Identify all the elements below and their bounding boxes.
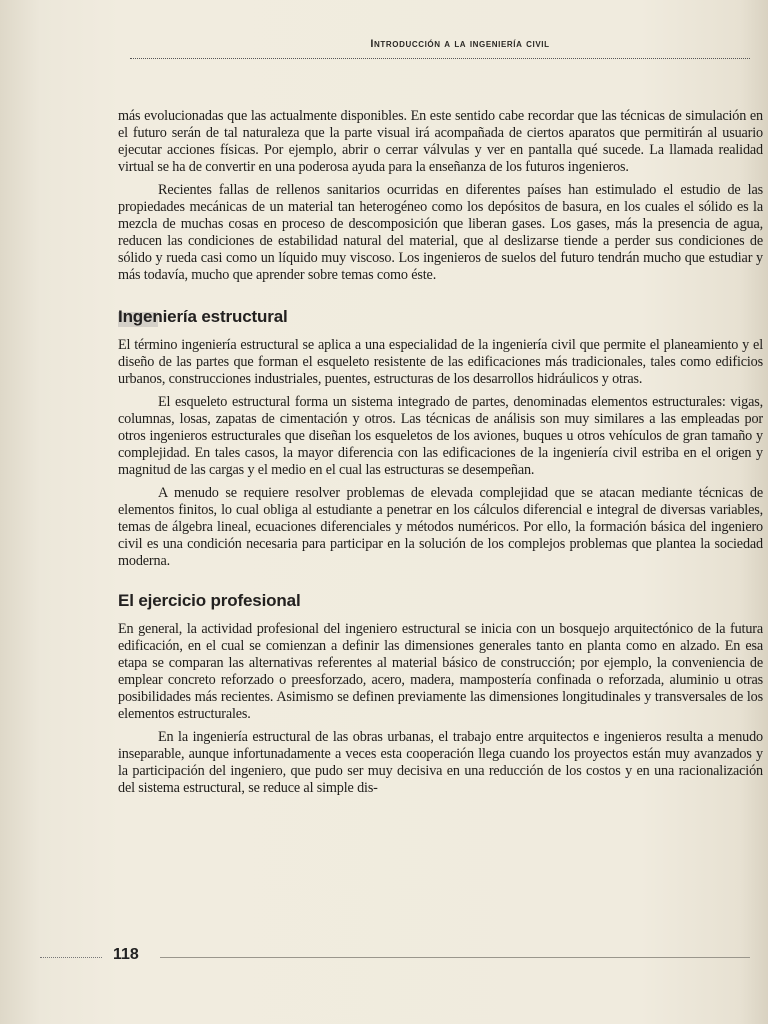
running-head-text: Introducción a la ingeniería civil <box>370 38 550 50</box>
page-body <box>118 108 763 803</box>
page-number: 118 <box>113 946 139 963</box>
section-heading-ingenieria-estructural <box>118 308 763 325</box>
body-paragraph: más evolucionadas que las actualmente disponibles. En este sentido cabe recordar que las técnicas de simulación en el futuro serán de tal naturaleza que la parte visual irá acompañada de ciertos aparatos que permitirán al usuario ejecutar acciones físicas. Por ejemplo, abrir o cerrar válvulas y ver en pantalla qué sucede. La llamada realidad virtual se ha de convertir en una poderosa ayuda para la enseñanza de los futuros ingenieros. <box>118 108 763 175</box>
body-paragraph: En general, la actividad profesional del ingeniero estructural se inicia con un bosquejo arquitectónico de la futura edificación, en el cual se comienzan a definir las dimensiones generales tanto en planta como en alzado. En esa etapa se comparan las alternativas referentes al material básico de construcción; por ejemplo, la conveniencia de emplear concreto reforzado o preesforzado, acero, madera, mampostería confinada o reforzada, aluminio u otras posibilidades más recientes. Asimismo se definen previamente las dimensiones longitudinales y transversales de los elementos estructurales. <box>118 621 763 722</box>
section-heading-ejercicio-profesional: El ejercicio profesional <box>118 591 301 610</box>
page-footer <box>0 944 768 974</box>
running-head <box>130 34 750 59</box>
section-heading-text: Ingeniería estructural <box>118 307 288 326</box>
body-paragraph: En la ingeniería estructural de las obras urbanas, el trabajo entre arquitectos e ingenieros resulta a menudo inseparable, aunque infortunadamente a veces esta cooperación llega cuando los proyectos están muy avanzados y la participación del ingeniero, que pudo ser muy decisiva en una reducción de los costos y en una racionalización del sistema estructural, se reduce al simple dis- <box>118 729 763 796</box>
body-paragraph: El esqueleto estructural forma un sistema integrado de partes, denominadas elementos estructurales: vigas, columnas, losas, zapatas de cimentación y otros. Las técnicas de análisis son muy similares a las empleadas por otros ingenieros estructurales que diseñan los esqueletos de los aviones, buques u otros vehículos de gran tamaño y complejidad. En tales casos, la mayor diferencia con las edificaciones de la ingeniería civil estriba en el origen y magnitud de las cargas y el medio en el cual las estructuras se desempeñan. <box>118 394 763 478</box>
body-paragraph: A menudo se requiere resolver problemas de elevada complejidad que se atacan mediante técnicas de elementos finitos, lo cual obliga al estudiante a penetrar en los cálculos diferencial e integral de diversas variables, temas de álgebra lineal, ecuaciones diferenciales y métodos numéricos. Por ello, la formación básica del ingeniero civil es una condición necesaria para participar en la solución de los complejos problemas que plantea la sociedad moderna. <box>118 485 763 569</box>
footer-dotted-rule <box>40 957 102 958</box>
body-paragraph: Recientes fallas de rellenos sanitarios ocurridas en diferentes países han estimulado el estudio de las propiedades mecánicas de un material tan heterogéneo como los depósitos de basura, en los cuales el sólido es la mezcla de muchas cosas en proceso de descomposición que liberan gases. Los gases, más la presencia de agua, reducen las condiciones de estabilidad natural del material, que al deslizarse tiende a perder sus condiciones de sólido y rueda casi como un líquido muy viscoso. Los ingenieros de suelos del futuro tendrán mucho que estudiar y más todavía, mucho que aprender sobre temas como éste. <box>118 182 763 283</box>
footer-rule <box>160 957 750 958</box>
body-paragraph: El término ingeniería estructural se aplica a una especialidad de la ingeniería civil que permite el planeamiento y el diseño de las partes que forman el esqueleto resistente de las edificaciones más tradicionales, tales como edificios urbanos, construcciones industriales, puentes, estructuras de los desarrollos hidráulicos y otras. <box>118 337 763 387</box>
